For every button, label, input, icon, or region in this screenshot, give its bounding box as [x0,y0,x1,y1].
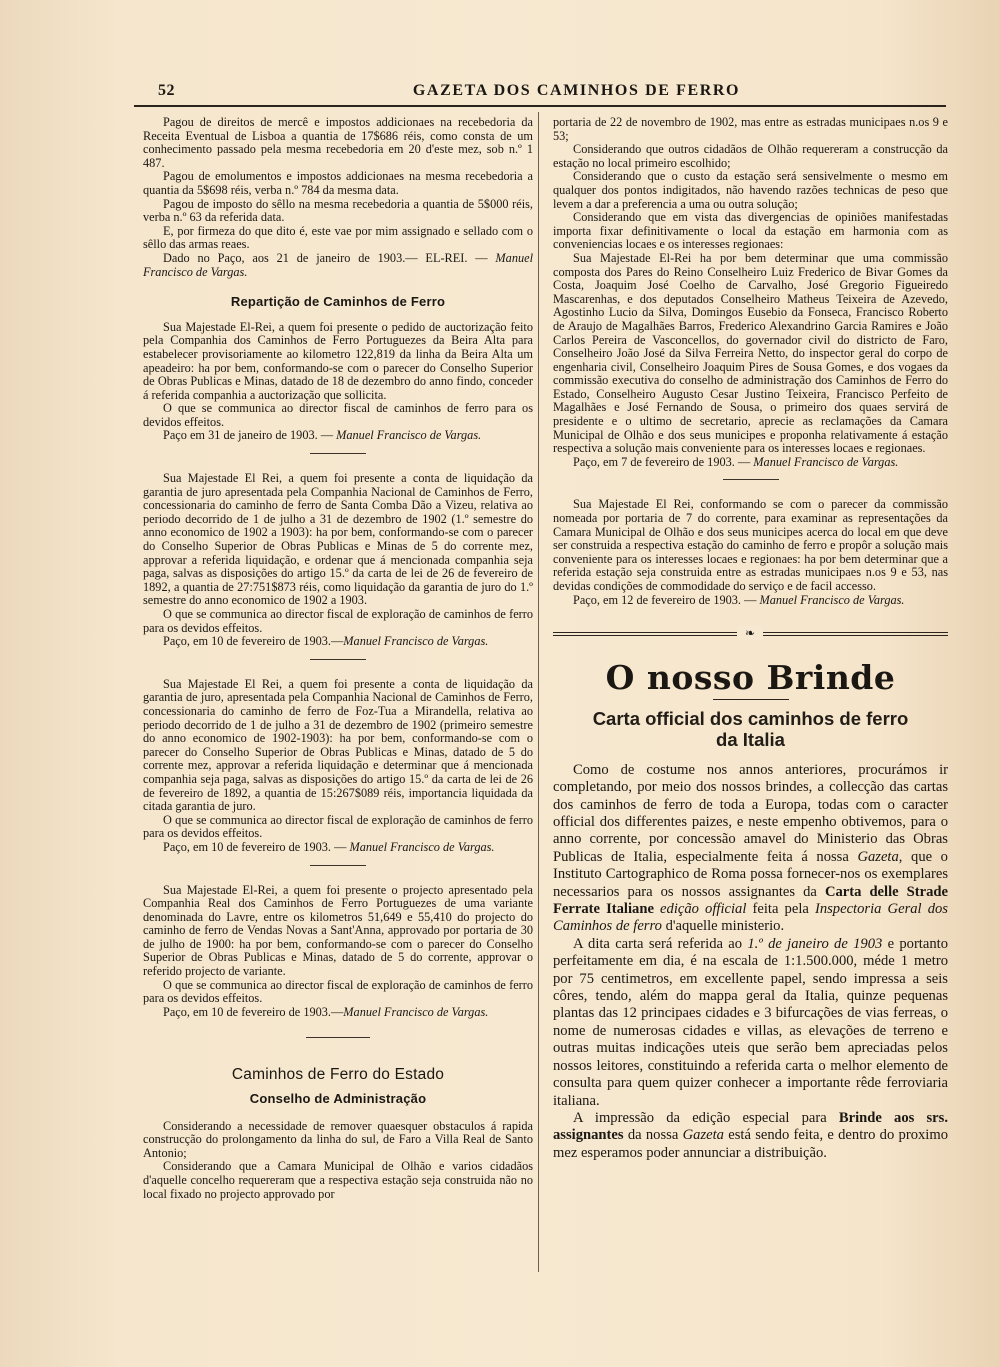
brinde-rule [713,699,789,700]
brinde-p3-bold: Brinde aos srs. assignantes [553,1109,948,1144]
intro-dated [143,252,533,279]
separator-rule [310,865,366,866]
separator-rule [723,479,779,480]
section-title-reparticao: Repartição de Caminhos de Ferro [230,294,446,310]
brinde-body [553,762,948,1162]
right-column [553,116,948,1162]
ornamental-divider [553,623,948,643]
decree-3-signature: Manuel Francisco de Vargas. [349,839,495,854]
decree-5-signature: Manuel Francisco de Vargas. [759,592,905,607]
brinde-p3-gazeta: Gazeta [682,1127,724,1144]
decree-1-text: Sua Majestade El-Rei, a quem foi presente o pedido de auctorização feito pela Companhia dos Caminhos de Ferro Portuguezes da Beira Alta para estabelecer provisoriamente ao kilometro 122,819 da linha da Beira Alta um apeadeiro: ha por bem, conformando-se com o parecer do Conselho Superior de Obras Publicas e Minas, datado de 18 de dezembro do anno findo, conceder á referida companhia a auctorização que sollicita. [143,319,533,402]
brinde-subtitle-line-2: da Italia [716,728,785,750]
decree-4-signature: Manuel Francisco de Vargas. [343,1004,489,1019]
brinde-paragraph-1 [553,762,948,936]
brinde-p1-carta: Carta delle Strade Ferrate Italiane [553,883,948,918]
decree-2-text: Sua Majestade El Rei, a quem foi presente a conta de liquidação da garantia de juro apresentada pela Companhia Nacional de Caminhos de Ferro, concessionaria do caminho de ferro de Santa Comba Dão a Vizeu, relativa ao periodo decorrido de 1 de julho a 31 de dezembro de 1902 (1.º semestre do anno economico de 1902 a 1903): ha por bem, conformando-se com o parecer do Conselho Superior de Obras Publicas e Minas de 5 do corrente mez, approvar a referida liquidação, e ordenar que á mencionada companhia seja paga, salvas as disposições do artigo 15.º da carta de lei de 26 de fevereiro de 1892, a quantia de 27:751$873 réis, como liquidação da garantia de juro do 1.º semestre do anno economico de 1902 a 1903. [143,471,533,608]
brinde-p2-text-b: e portanto perfeitamente em dia, é na escala de 1:1.500.000, méde 1 metro por 75 centimetros, em excellente papel, sendo impressa a seis côres, tendo, além do mappa geral da Italia, quinze pequenas plantas das 12 principaes cidades e 3 bifurcações de vias ferreas, o nome de numerosas cidades e villas, as elevações de terreno e outras muitas indicações uteis que serão bem apreciadas pelos nossos leitores, constituindo a referida carta o melhor elemento de consulta para quem quizer conhecer a importante rêde ferroviaria italiana. [553,935,948,1109]
brinde-p3-text-c: está sendo feita, e dentro do proximo mez esperamos poder annunciar a distribuição. [553,1127,948,1161]
considerando-2: Considerando que a Camara Municipal de Olhão e varios cidadãos d'aquelle concelho requereram que a respectiva estação seja construida não no local fixado no projecto approvado por [143,1159,533,1201]
decree-4-date [143,1006,533,1020]
brinde-paragraph-2 [553,936,948,1110]
considerando-5: Considerando que em vista das divergencias de opiniões manifestadas importa fixar definitivamente o local da estação em harmonia com as conveniencias locaes e os interesses regionaes: [553,210,948,252]
commission-text: Sua Majestade El-Rei ha por bem determinar que uma commissão composta dos Pares do Reino Conselheiro Luiz Frederico de Bivar Gomes da Costa, Joaquim José Coelho de Carvalho, José Gregorio Figueiredo Mascarenhas, e dos deputados Conselheiro Matheus Teixeira de Azevedo, Agostinho Lucio da Silva, Domingos Eusebio da Fonseca, Francisco Roberto de Araujo de Magalhães Barros, Frederico Alexandrino Garcia Ramires e João Carlos Pereira de Vasconcellos, do governador civil do districto de Faro, Conselheiro João José da Silva Ferreira Netto, do inspector geral do corpo de engenharia civil, Conselheiro Joaquim Pires de Sousa Gomes, e dos vogaes da commissão executiva do conselho de administração dos Caminhos de Ferro do Estado, Conselheiro Augusto Cesar Justino Teixeira, Francisco Perfeito de Magalhães e José Fernando de Sousa, o primeiro dos quaes servirá de presidente e o ultimo de secretario, aprecie as reclamações da Camara Municipal de Olhão e dos seus municipes e proponha relativamente á estação respectiva a solução mais conveniente para os interesses locaes e regionaes. [553,250,948,456]
separator-rule [306,1037,370,1038]
decree-5-text: Sua Majestade El Rei, conformando se com o parecer da commissão nomeada por portaria de 7 do corrente, para examinar as representações da Camara Municipal de Olhão e dos seus municipes acerca do local em que deve ser construida a respectiva estação do caminho de ferro e propôr a solução mais conveniente para os interesses locaes e regionaes: ha por bem determinar que a referida estação seja construida entre as estradas municipaes n.os 9 e 53, nas devidas condições de commodidade do serviço e de facil accesso. [553,497,948,593]
brinde-title: O nosso Brinde [605,658,896,698]
brinde-p2-text-a: A dita carta será referida ao [573,935,743,952]
brinde-p1-gazeta: Gazeta [857,848,899,865]
journal-title: GAZETA DOS CAMINHOS DE FERRO [412,82,741,99]
decree-1-date-text: Paço em 31 de janeiro de 1903. — [163,428,334,443]
decree-3-communication: O que se communica ao director fiscal de exploração de caminhos de ferro para os devidos effeitos. [143,812,533,841]
brinde-subtitle [553,708,948,750]
considerando-1: Considerando a necessidade de remover quaesquer obstaculos á rapida construcção do prolongamento da linha do sul, de Faro a Villa Real de Santo Antonio; [143,1118,533,1160]
decree-1-signature: Manuel Francisco de Vargas. [336,428,482,443]
brinde-p1-edicao: edição official [660,901,747,918]
considerando-4: Considerando que o custo da estação será sensivelmente o mesmo em qualquer dos pontos indigitados, não havendo razões technicas de peso que levem a dar a preferencia a uma ou outra solução; [553,169,948,211]
separator-rule [310,659,366,660]
considerando-3: Considerando que outros cidadãos de Olhão requereram a construcção da estação no local primeiro escolhido; [553,142,948,170]
header-rule [134,105,946,107]
brinde-p1-text-c: feita pela [752,901,809,918]
brinde-p3-text-b: da nossa [627,1127,679,1144]
decree-3-date-text: Paço, em 10 de fevereiro de 1903. — [163,839,347,854]
brinde-paragraph-3 [553,1110,948,1162]
brinde-p1-text-d: d'aquelle ministerio. [665,918,785,935]
decree-3-date [143,841,533,855]
intro-paragraph-3: Pagou de imposto do sêllo na mesma recebedoria a quantia de 5$000 réis, verba n.º 63 da referida data. [143,196,533,225]
intro-signature: Manuel Francisco de Vargas. [143,250,533,279]
commission-signature: Manuel Francisco de Vargas. [753,454,899,469]
decree-5-date [553,594,948,608]
intro-dated-text: Dado no Paço, aos 21 de janeiro de 1903.— EL-REI. — [163,250,488,265]
decree-2-date [143,635,533,649]
intro-paragraph-4: E, por firmeza do que dito é, este vae por mim assignado e sellado com o sêllo das armas reaes. [143,223,533,252]
decree-4-date-text: Paço, em 10 de fevereiro de 1903.— [163,1004,344,1019]
commission-date [553,456,948,470]
left-column [143,116,533,1201]
continued-text: portaria de 22 de novembro de 1902, mas entre as estradas municipaes n.os 9 e 53; [553,115,948,143]
brinde-p1-text-b: , que o Instituto Cartographico de Roma possa fornecer-nos os exemplares necessarios para os nossos assignantes da [553,848,948,900]
ornament-icon: ❧ [737,626,763,640]
decree-2-signature: Manuel Francisco de Vargas. [343,634,489,649]
decree-2-date-text: Paço, em 10 de fevereiro de 1903.— [163,634,344,649]
decree-3-text: Sua Majestade El Rei, a quem foi presente a conta de liquidação da garantia de juro, apresentada pela Companhia Nacional de Caminhos de Ferro, concessionaria do caminho de ferro de Foz-Tua a Mirandella, relativa ao periodo decorrido de 1 de julho a 31 de dezembro de 1902 (primeiro semestre do anno economico de 1902-1903): ha por bem, conformando-se com o parecer do Conselho Superior de Obras Publicas e Minas, datado de 5 do corrente mez, approvar a referida liquidação e determinar que á mencionada companhia seja paga, salvas as disposições do artigo 15.º da carta de lei de 26 de fevereiro de 1892, a quantia de 15:267$089 réis, importancia liquidada da citada garantia de juro. [143,676,533,814]
decree-1-communication: O que se communica ao director fiscal de caminhos de ferro para os devidos effeitos. [143,401,533,429]
decree-1-date [143,429,533,443]
decree-5-date-text: Paço, em 12 de fevereiro de 1903. — [573,592,757,607]
column-divider [538,112,539,1272]
running-head [158,82,945,104]
section-title-caminhos-estado: Caminhos de Ferro do Estado [231,1066,445,1084]
page-number: 52 [158,82,175,99]
separator-rule [310,453,366,454]
brinde-p1-text-a: Como de costume nos annos anteriores, procurámos ir completando, por meio dos nossos brindes, a collecção das cartas dos caminhos de ferro de toda a Europa, todas com o caracter official dos differentes paizes, e neste empenho obtivemos, para o anno corrente, por concessão amavel do Ministerio das Obras Publicas de Italia, especialmente feita á nossa [553,761,948,865]
decree-4-communication: O que se communica ao director fiscal de exploração de caminhos de ferro para os devidos effeitos. [143,977,533,1006]
intro-paragraph-1: Pagou de direitos de mercê e impostos addicionaes na recebedoria da Receita Eventual de Lisboa a quantia de 17$686 réis, como consta de um conhecimento passado pela mesma recebedoria em 20 d'este mez, sob n.º 1 487. [143,115,533,170]
brinde-subtitle-line-1: Carta official dos caminhos de ferro [592,707,909,729]
section-subtitle-conselho: Conselho de Administração [249,1091,427,1107]
brinde-p1-inspectoria: Inspectoria Geral dos Caminhos de ferro [553,901,948,935]
decree-4-text: Sua Majestade El-Rei, a quem foi presente o projecto apresentado pela Companhia Real dos Caminhos de Ferro Portuguezes de uma variante denominada do Lavre, entre os kilometros 51,649 e 55,410 do projecto do caminho de ferro de Vendas Novas a Sant'Anna, approvado por portaria de 30 de julho de 1900: ha por bem, conformando-se com o parecer do Conselho Superior de Obras Publicas e Minas, datado de 5 do corrente, approvar o referido projecto de variante. [143,882,533,979]
brinde-p2-date: 1.º de janeiro de 1903 [747,935,883,952]
brinde-p3-text-a: A impressão da edição especial para [573,1109,827,1126]
commission-date-text: Paço, em 7 de fevereiro de 1903. — [573,454,751,469]
intro-paragraph-2: Pagou de emolumentos e impostos addicionaes na mesma recebedoria a quantia da 5$698 réis, verba n.º 784 da mesma data. [143,169,533,197]
decree-2-communication: O que se communica ao director fiscal de exploração de caminhos de ferro para os devidos effeitos. [143,607,533,635]
